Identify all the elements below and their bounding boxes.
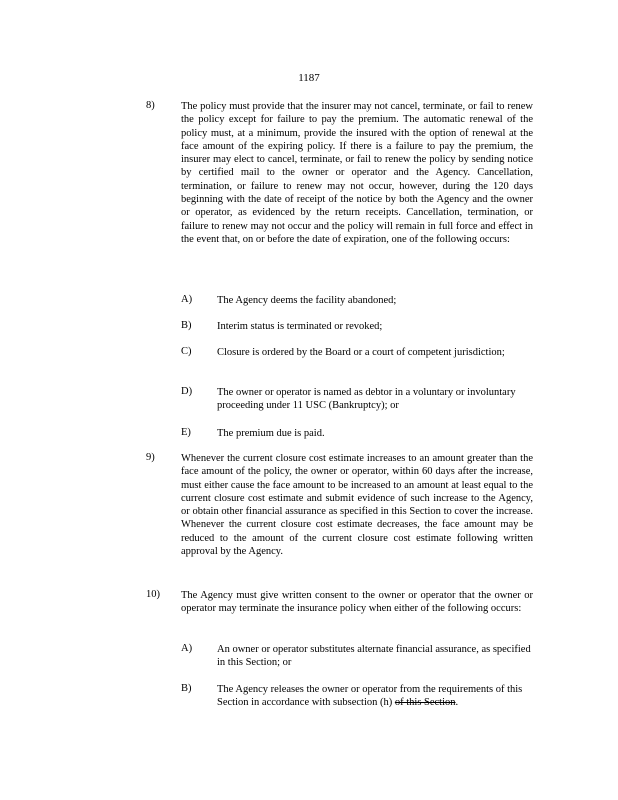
item-text: The Agency must give written consent to the owner or operator that the owner or operator may terminate the insurance policy when either of the following occurs: (181, 590, 533, 615)
item-text: The policy must provide that the insurer may not cancel, terminate, or fail to renew the policy except for failure to pay the premium. The automatic renewal of the policy must, at a minimum, provide the insured with the option of renewal at the face amount of the expiring policy. If there is a failure to pay the premium, the insurer may elect to cancel, terminate, or fail to renew the policy by sending notice by certified mail to the owner or operator and the Agency. Cancellation, termination, or failure to renew may not occur, however, during the 120 days beginning with the date of receipt of the notice by both the Agency and the owner or operator, as evidenced by the return receipts. Cancellation, termination, or failure to renew may not occur and the policy will remain in full force and effect in the event that, on or before the date of expiration, one of the following occurs: (181, 101, 533, 245)
subitem-text: The owner or operator is named as debtor in a voluntary or involuntary proceeding under 11 USC (Bankruptcy); or (217, 387, 516, 412)
subitem-text (217, 683, 533, 710)
item-number: 9) (146, 452, 155, 463)
page-number: 1187 (298, 72, 320, 84)
subitem-letter: A) (181, 294, 193, 305)
item-text: Whenever the current closure cost estimate increases to an amount greater than the face amount of the policy, the owner or operator, within 60 days after the increase, must either cause the face amount to be increased to an amount at least equal to the current closure cost estimate and submit evidence of such increase to the Agency, or obtain other financial assurance as specified in this Section to cover the increase. Whenever the current closure cost estimate decreases, the face amount may be reduced to the amount of the current closure cost estimate following written approval by the Agency. (181, 453, 533, 558)
subitem-text: The premium due is paid. (217, 428, 325, 439)
subitem-text: Closure is ordered by the Board or a court of competent jurisdiction; (217, 347, 505, 358)
subitem-letter: C) (181, 346, 192, 357)
subitem-letter: B) (181, 683, 192, 694)
subitem-text: The Agency deems the facility abandoned; (217, 295, 397, 306)
subitem-text: An owner or operator substitutes alternate financial assurance, as specified in this Section; or (217, 644, 531, 669)
struck-text: of this Section (394, 697, 456, 709)
subitem-letter: E) (181, 427, 191, 438)
subitem-letter: B) (181, 320, 192, 331)
subitem-letter: D) (181, 386, 193, 397)
subitem-text-end: . (455, 697, 459, 709)
subitem-text-main: The Agency releases the owner or operator from the requirements of this Section in accordance with subsection (h) (217, 684, 523, 709)
subitem-letter: A) (181, 643, 193, 654)
subitem-text: Interim status is terminated or revoked; (217, 321, 383, 332)
item-number: 8) (146, 100, 155, 111)
item-number: 10) (146, 589, 160, 600)
